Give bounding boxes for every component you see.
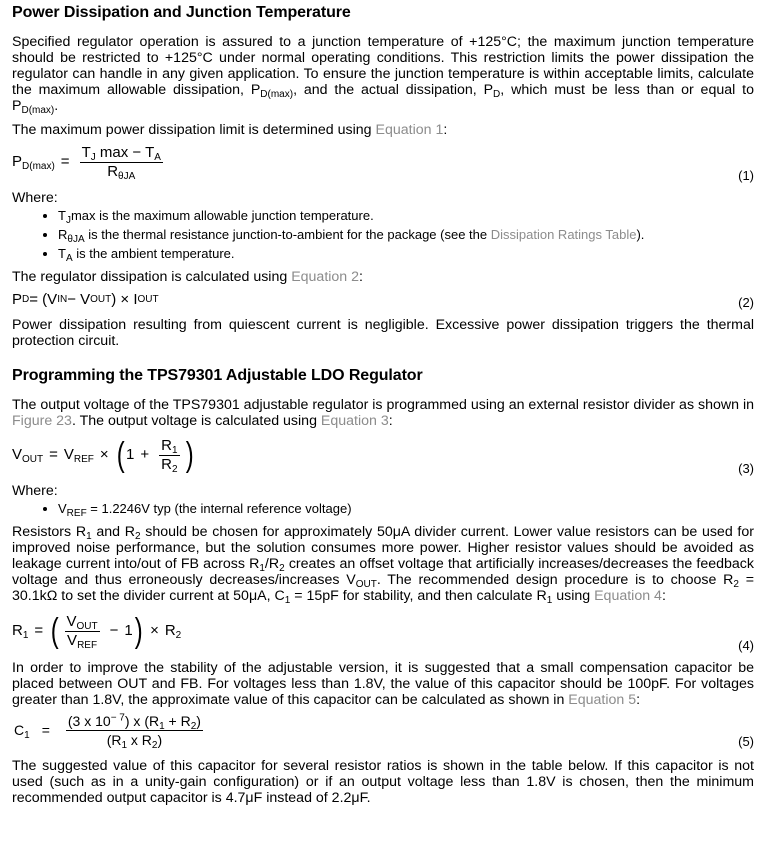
where-label: Where: [12, 483, 58, 499]
paragraph-eq1-intro [12, 122, 754, 138]
list-item: • $T_A$ is the ambient temperature. [58, 246, 754, 261]
equation-number: (2) [738, 295, 754, 310]
equation-4: $R_1$ = ( $\frac{V_{OUT}}{V_{REF}}$ − 1 ) × $R_2$ (4) [12, 612, 754, 653]
paragraph-quiescent: Power dissipation resulting from quiescent current is negligible. Excessive power dissipation triggers the thermal protection circuit. [12, 317, 754, 349]
text: The maximum power dissipation limit is determined using [12, 122, 376, 138]
equation-5-link[interactable]: Equation 5 [568, 692, 637, 708]
paragraph-eq2-intro: The regulator dissipation is calculated using Equation 2: [12, 269, 363, 285]
equation-number: (5) [738, 734, 754, 749]
where-label: Where: [12, 190, 58, 206]
variable-list [12, 501, 754, 519]
subscript: D(max) [260, 89, 294, 100]
equation-4-link[interactable]: Equation 4 [594, 588, 662, 604]
paragraph-capacitor-table: The suggested value of this capacitor for several resistor ratios is shown in the table below. If this capacitor is not used (such as in a unity-gain configuration) or if an output voltage less than 1.8V is chosen, then the minimum recommended output capacitor is 4.7μF instead of 2.2μF. [12, 758, 754, 806]
list-item: • $T_J\max$ is the maximum allowable junction temperature. [58, 208, 754, 223]
eq1-fraction [80, 145, 163, 180]
text: : [443, 122, 448, 138]
section-heading-programming: Programming the TPS79301 Adjustable LDO Regulator [12, 367, 423, 384]
equation-5: $C_1$ = $\frac{(3 x 10^{- 7}) x (R_1 + R_2)}{(R_1 x R_2)}$ (5) [14, 711, 754, 751]
text: , which must be less than or equal to P [12, 82, 754, 114]
equation-2-link[interactable]: Equation 2 [291, 269, 360, 285]
paragraph-resistors: Resistors $R_1$ and $R_2$ should be chosen for approximately 50μA divider current. Lower value resistors can be used for improved noise performance, but the solution consumes more power. Higher resistor values should be avoided as leakage current into/out of FB across $R_1/R_2$ creates an offset voltage that artificially increases/decreases the feedback voltage and thus erroneously decreases/increases $V_{OUT}$. The recommended design procedure is to choose $R_2 = 30.1k\Omega$ to set the divider current at 50μA, $C_1 = 15pF$ for stability, and then calculate $R_1$ using Equation 4: [12, 524, 754, 606]
eq4-fraction: $\frac{V_{OUT}}{V_{REF}}$ [66, 612, 98, 651]
eq1-lhs: $P_{D(max)}$ [12, 153, 55, 172]
equation-1-link[interactable]: Equation 1 [375, 122, 444, 138]
dissipation-ratings-table-link[interactable]: Dissipation Ratings Table [490, 227, 637, 242]
numerator: $T_J$ $\max - T_A$ [81, 143, 161, 163]
equation-2: P D = (V IN − V OUT ) × I OUT (2) [12, 291, 754, 310]
paragraph-output-voltage: The output voltage of the TPS79301 adjustable regulator is programmed using an external resistor divider as shown in Figure 23. The output voltage is calculated using Equation 3: [12, 397, 754, 429]
paragraph-intro [12, 34, 754, 114]
paragraph-compensation: In order to improve the stability of the adjustable version, it is suggested that a small compensation capacitor be placed between OUT and FB. For voltages less than 1.8V, the value of this capacitor should be 100pF. For voltages greater than 1.8V, the approximate value of this capacitor can be calculated as shown in Equation 5: [12, 660, 754, 708]
subscript: D [493, 89, 501, 100]
equation-3-link[interactable]: Equation 3 [320, 413, 389, 429]
subscript: D(max) [21, 105, 55, 116]
figure-23-link[interactable]: Figure 23 [12, 413, 72, 429]
equation-3: $V_{OUT}$ = $V_{REF}$ × ( 1 + $\frac{R_1}{R_2}$ ) (3) [12, 436, 754, 476]
equals-sign: = [60, 153, 70, 170]
equation-number: (4) [738, 638, 754, 653]
text: Specified regulator operation is assured to a junction temperature of +125°C; the maximum junction temperature should be restricted to +125°C under normal operating conditions. This restriction limits the power dissipation the regulator can handle in any given application. To ensure the junction temperature is within acceptable limits, calculate the maximum allowable dissipation, P [12, 34, 754, 98]
equation-number: (3) [738, 461, 754, 476]
list-item: • $R_{\theta JA}$ is the thermal resistance junction-to-ambient for the package (see the Dissipation Ratings Table). [58, 227, 754, 242]
variable-list [12, 208, 754, 264]
text: , and the actual dissipation, P [293, 82, 494, 98]
section-heading-power-dissipation: Power Dissipation and Junction Temperature [12, 4, 351, 21]
equation-number: (1) [738, 168, 754, 183]
denominator: $R_{\theta JA}$ [107, 162, 136, 182]
equation-1 [12, 140, 754, 184]
eq5-fraction: $\frac{(3 x 10^{- 7}) x (R_1 + R_2)}{(R_1 x R_2)}$ [67, 711, 201, 751]
text: . [54, 98, 59, 114]
eq3-fraction: $\frac{R_1}{R_2}$ [161, 436, 178, 475]
list-item: • $V_{REF} = 1.2246V$ typ (the internal reference voltage) [58, 501, 754, 516]
